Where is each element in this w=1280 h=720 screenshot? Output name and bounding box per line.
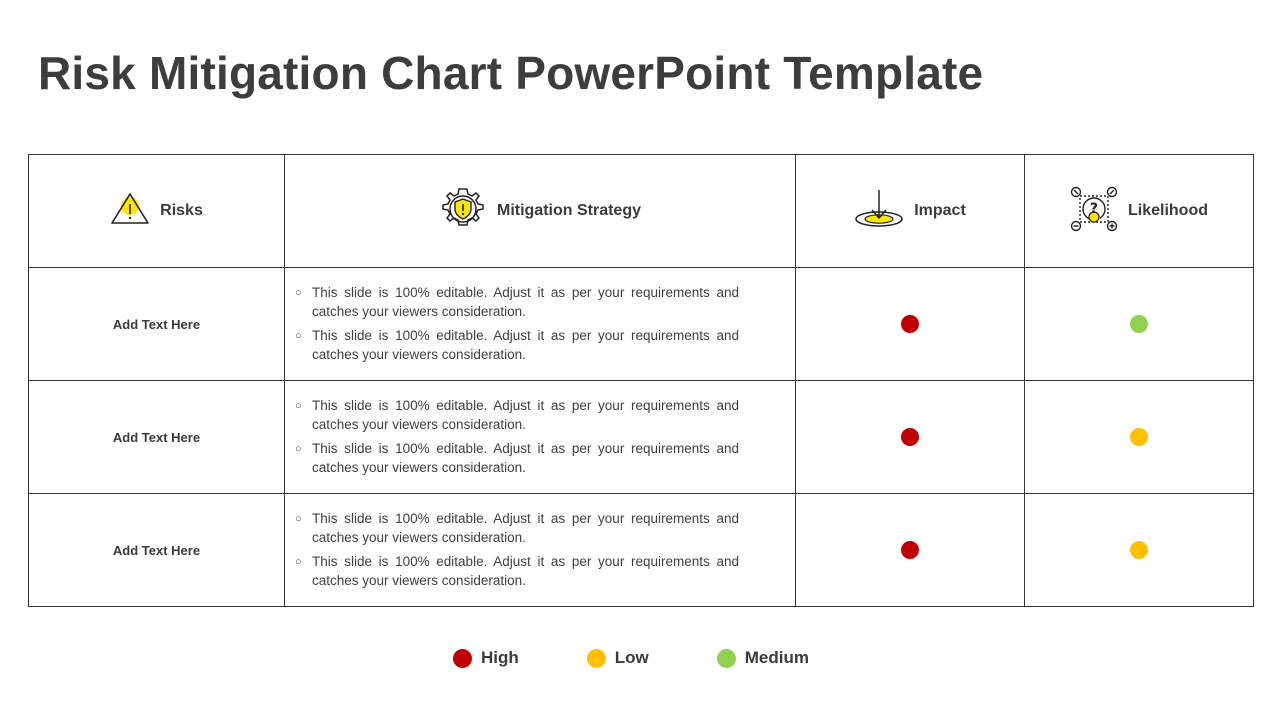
legend-label-high: High [480, 648, 519, 667]
warning-triangle-icon [110, 192, 150, 231]
strategy-bullet: ○ This slide is 100% editable. Adjust it as per your requirements and catches your viewers consideration. [295, 511, 739, 545]
header-impact-label: Impact [914, 202, 966, 219]
strategy-cell [285, 494, 796, 607]
header-strategy [285, 155, 796, 268]
impact-dot [901, 428, 919, 446]
strategy-bullet: ○ This slide is 100% editable. Adjust it as per your requirements and catches your viewers consideration. [295, 398, 739, 432]
likelihood-dot [1130, 315, 1148, 333]
strategy-bullet: ○ This slide is 100% editable. Adjust it as per your requirements and catches your viewers consideration. [295, 554, 739, 588]
impact-dot [901, 541, 919, 559]
likelihood-cell [1025, 268, 1254, 381]
header-strategy-label: Mitigation Strategy [496, 202, 641, 219]
legend-item-high [453, 648, 519, 668]
strategy-bullet: ○ This slide is 100% editable. Adjust it as per your requirements and catches your viewers consideration. [295, 285, 739, 319]
header-risks [29, 155, 285, 268]
impact-dot [901, 315, 919, 333]
legend-dot-low [587, 649, 606, 668]
risk-table [28, 154, 1254, 607]
legend-item-low [587, 648, 649, 668]
legend [0, 648, 1262, 668]
strategy-bullet: ○ This slide is 100% editable. Adjust it as per your requirements and catches your viewers consideration. [295, 328, 739, 362]
strategy-cell [285, 268, 796, 381]
likelihood-cell [1025, 494, 1254, 607]
likelihood-cell [1025, 381, 1254, 494]
legend-dot-high [453, 649, 472, 668]
table-row [29, 381, 1254, 494]
legend-dot-medium [717, 649, 736, 668]
table-header-row [29, 155, 1254, 268]
gear-shield-icon [439, 185, 487, 238]
page-title: Risk Mitigation Chart PowerPoint Template [38, 47, 984, 99]
header-risks-label: Risks [160, 202, 203, 219]
legend-label-low: Low [614, 648, 649, 667]
likelihood-dot [1130, 428, 1148, 446]
table-row [29, 494, 1254, 607]
risk-cell: Add Text Here [29, 494, 285, 607]
bullet-circle-icon: ○ [295, 287, 302, 299]
likelihood-dot [1130, 541, 1148, 559]
impact-cell [796, 268, 1025, 381]
bullet-circle-icon: ○ [295, 330, 302, 342]
strategy-bullet: ○ This slide is 100% editable. Adjust it as per your requirements and catches your viewers consideration. [295, 441, 739, 475]
bullet-circle-icon: ○ [295, 513, 302, 525]
bullet-circle-icon: ○ [295, 443, 302, 455]
svg-text:?: ? [1089, 200, 1099, 217]
arrow-target-icon [854, 188, 904, 235]
risk-cell: Add Text Here [29, 268, 285, 381]
table-row [29, 268, 1254, 381]
impact-cell [796, 494, 1025, 607]
question-gear-icon [1070, 186, 1118, 237]
risk-cell: Add Text Here [29, 381, 285, 494]
header-likelihood [1025, 155, 1254, 268]
header-likelihood-label: Likelihood [1128, 202, 1208, 219]
bullet-circle-icon: ○ [295, 556, 302, 568]
impact-cell [796, 381, 1025, 494]
strategy-cell [285, 381, 796, 494]
legend-label-medium: Medium [744, 648, 809, 667]
bullet-circle-icon: ○ [295, 400, 302, 412]
legend-item-medium [717, 648, 809, 668]
header-impact [796, 155, 1025, 268]
